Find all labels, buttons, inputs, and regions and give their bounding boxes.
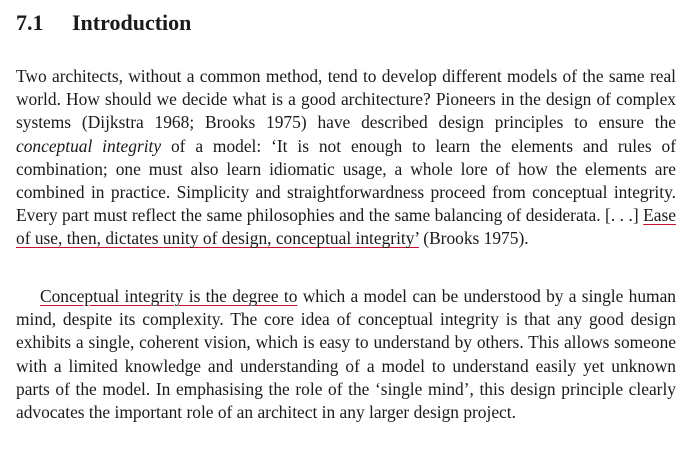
- paragraph-1-text-b: of a model: ‘It is not enough to learn the elements and rules of combination; one must also learn idiomatic usage, a whole lore of how the elements are combined in practice. Simplicity and straightforwardness proceed from conceptual integrity. Every part must reflect the same philosophies and the same balancing of desiderata. [. . .]: [16, 135, 676, 226]
- emphasized-term: conceptual integrity: [16, 135, 162, 156]
- paragraph-2-text: which a model can be understood by a single human mind, despite its complexity. The core idea of conceptual integrity is that any good design exhibits a single, coherent vision, which is easy to understand by others. This allows someone with a limited knowledge and understanding of a model to understand easily yet unknown parts of the model. In emphasising the role of the ‘single mind’, this design principle clearly advocates the important role of an architect in any larger design project.: [16, 286, 676, 423]
- section-heading: [16, 8, 191, 38]
- paragraph-1: [16, 65, 676, 251]
- section-title: Introduction: [72, 10, 192, 35]
- underlined-quote: Ease of use, then, dictates unity of design, conceptual integrity’: [16, 205, 676, 249]
- paragraph-2: [16, 285, 676, 424]
- section-number: 7.1: [16, 10, 44, 35]
- underlined-phrase: Conceptual integrity is the degree to: [40, 286, 298, 306]
- paragraph-1-text-c: (Brooks 1975).: [418, 228, 529, 249]
- paragraph-1-text-a: Two architects, without a common method, tend to develop different models of the same real world. How should we decide what is a good architecture? Pioneers in the design of complex systems (Dijkstra 1968; Brooks 1975) have described design principles to ensure the: [16, 66, 676, 133]
